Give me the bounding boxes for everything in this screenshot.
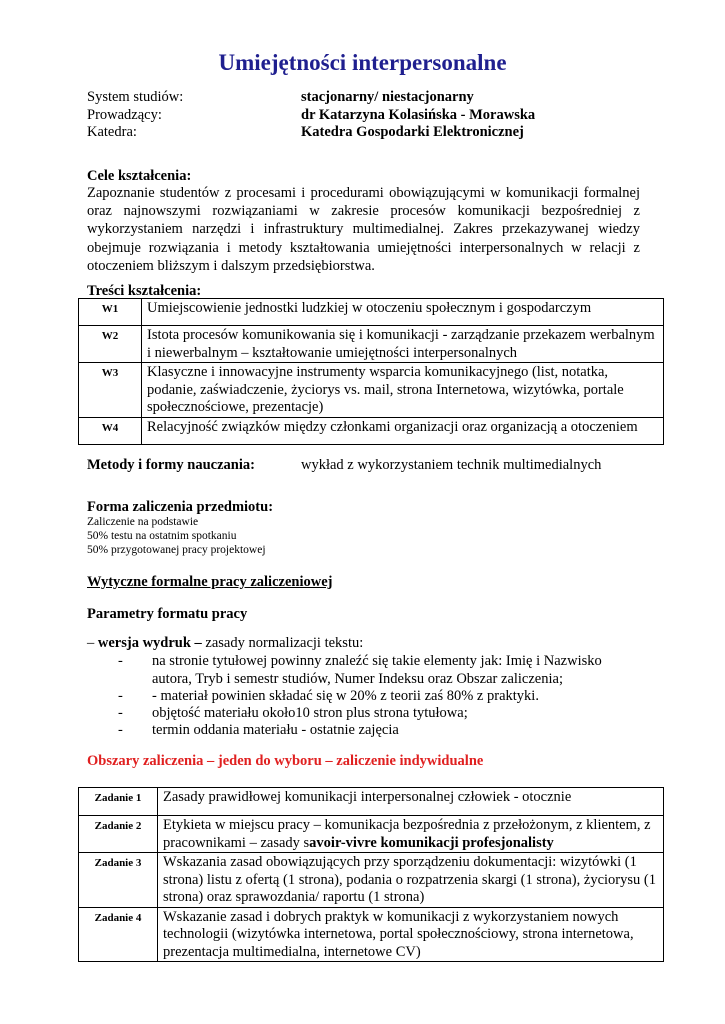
row-code: Zadanie 2: [79, 816, 158, 853]
info-value: Katedra Gospodarki Elektronicznej: [301, 124, 524, 140]
table-row: [79, 326, 664, 363]
table-row: [79, 853, 664, 908]
list-text: objętość materiału około10 stron plus strona tytułowa;: [152, 705, 468, 721]
row-code: Zadanie 1: [79, 788, 158, 816]
assessment-line: Zaliczenie na podstawie: [87, 516, 199, 528]
table-row: [79, 816, 664, 853]
info-label: System studiów:: [87, 89, 184, 105]
info-label: Prowadzący:: [87, 107, 162, 123]
format-intro: [87, 635, 363, 652]
list-text: - materiał powinien składać się w 20% z teorii zaś 80% z praktyki.: [152, 688, 539, 704]
row-text: Umiejscowienie jednostki ludzkiej w otoczeniu społecznym i gospodarczym: [142, 299, 664, 326]
methods-value: wykład z wykorzystaniem technik multimedialnych: [301, 457, 602, 473]
row-text: Klasyczne i innowacyjne instrumenty wsparcia komunikacyjnego (list, notatka, podanie, zaświadczenie, życiorys vs. mail, strona Internetowa, wizytówka, portale społecznościowe, prezentacje): [142, 363, 664, 418]
row-text: Wskazanie zasad i dobrych praktyk w komunikacji z wykorzystaniem nowych technologii (wizytówka internetowa, portal społecznościowy, strona internetowa, prezentacja multimedialna, internetowe CV): [158, 907, 664, 962]
list-text: na stronie tytułowej powinny znaleźć się takie elementy jak: Imię i Nazwisko autora, Tryb i semestr studiów, Numer Indeksu oraz Obszar zaliczenia;: [152, 653, 602, 687]
areas-heading: Obszary zaliczenia – jeden do wyboru – zaliczenie indywidualne: [87, 753, 484, 769]
row-text: Wskazania zasad obowiązujących przy sporządzeniu dokumentacji: wizytówki (1 strona) listu z ofertą (1 strona), podania o rozpatrzenia skargi (1 strona), życiorysu (1 strona) oraz sprawozdania/ raportu (1 strona): [158, 853, 664, 908]
list-dash: -: [118, 722, 123, 738]
info-label: Katedra:: [87, 124, 137, 140]
assessment-line: 50% przygotowanej pracy projektowej: [87, 544, 266, 556]
table-row: [79, 363, 664, 418]
row-code: W1: [79, 299, 142, 326]
list-dash: -: [118, 653, 123, 669]
list-text: termin oddania materiału - ostatnie zajęcia: [152, 722, 399, 738]
methods-label: Metody i formy nauczania:: [87, 457, 255, 473]
assessment-line: 50% testu na ostatnim spotkaniu: [87, 530, 237, 542]
row-code: Zadanie 4: [79, 907, 158, 962]
list-dash: -: [118, 705, 123, 721]
goals-text: Zapoznanie studentów z procesami i procedurami obowiązującymi w komunikacji formalnej oraz najnowszymi rozwiązaniami w zakresie procesów komunikacji bezpośredniej z wykorzystaniem narzędzi i infrastruktury multimedialnej. Zakres przekazywanej wiedzy obejmuje rozwiązania i metody kształtowania umiejętności interpersonalnych w relacji z otoczeniem bliższym i dalszym przedsiębiorstwa.: [87, 185, 640, 274]
format-intro-bold: wersja wydruk –: [97, 635, 202, 651]
assessment-heading: Forma zaliczenia przedmiotu:: [87, 499, 274, 515]
content-table: [78, 298, 664, 445]
row-code: W4: [79, 417, 142, 444]
info-value: stacjonarny/ niestacjonarny: [301, 89, 474, 105]
format-intro-prefix: –: [87, 635, 98, 651]
row-text: Relacyjność związków między członkami organizacji oraz organizacją a otoczeniem: [142, 417, 664, 444]
row-text: [158, 816, 664, 853]
guidelines-heading: Wytyczne formalne pracy zaliczeniowej: [87, 574, 333, 590]
table-row: [79, 788, 664, 816]
row-code: Zadanie 3: [79, 853, 158, 908]
areas-table: [78, 787, 664, 962]
table-row: [79, 417, 664, 444]
info-value: dr Katarzyna Kolasińska - Morawska: [301, 107, 536, 123]
row-text: Zasady prawidłowej komunikacji interpersonalnej człowiek - otocznie: [158, 788, 664, 816]
row-code: W3: [79, 363, 142, 418]
format-intro-rest: zasady normalizacji tekstu:: [201, 635, 364, 651]
content-heading: Treści kształcenia:: [87, 283, 202, 299]
row-code: W2: [79, 326, 142, 363]
page-title: Umiejętności interpersonalne: [218, 50, 507, 75]
list-dash: -: [118, 688, 123, 704]
table-row: [79, 907, 664, 962]
row-text-b: avoir-vivre komunikacji profesjonalisty: [309, 834, 554, 851]
format-heading: Parametry formatu pracy: [87, 606, 248, 622]
goals-heading: Cele kształcenia:: [87, 168, 192, 184]
row-text-a: Etykieta w miejscu pracy – komunikacja bezpośrednia z przełożonym, z klientem, z pracownikami – zasady s: [163, 817, 651, 851]
row-text: Istota procesów komunikowania się i komunikacji - zarządzanie przekazem werbalnym i niewerbalnym – kształtowanie umiejętności interpersonalnych: [142, 326, 664, 363]
table-row: [79, 299, 664, 326]
